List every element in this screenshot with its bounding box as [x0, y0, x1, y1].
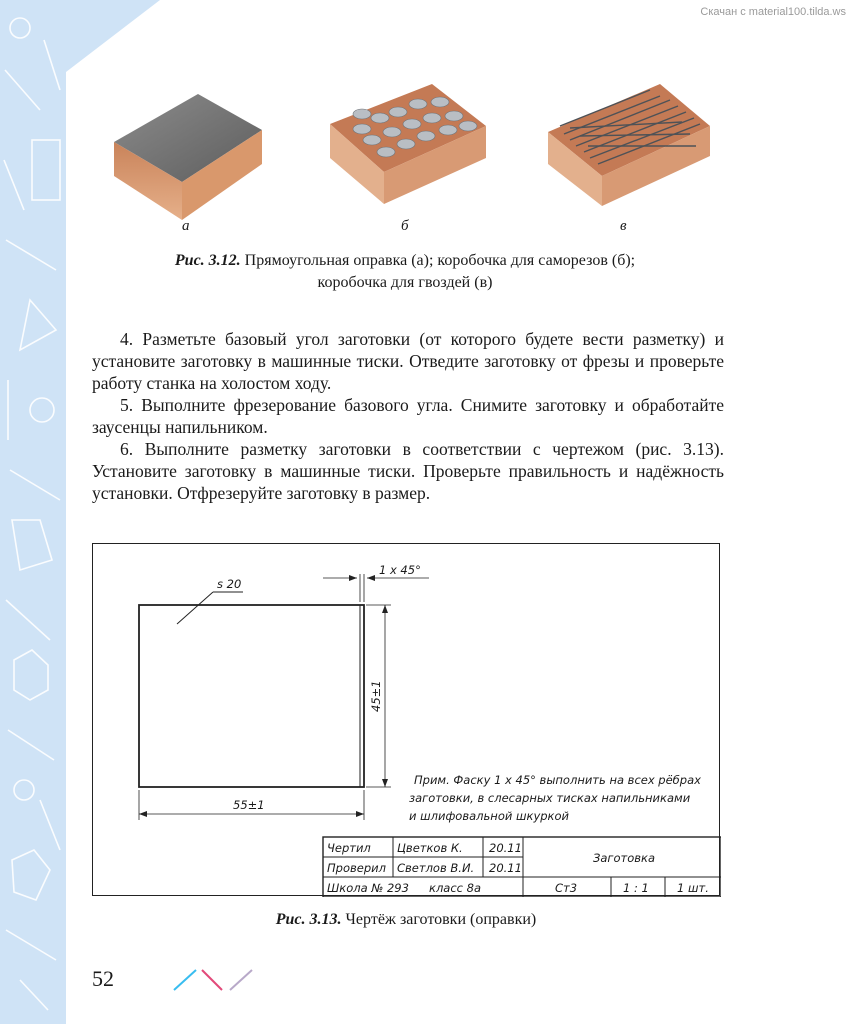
tb-drew-label: Чертил	[327, 841, 371, 855]
step-4: 4. Разметьте базовый угол заготовки (от которого будете вести разметку) и установите заготовку в машинные тиски. Отведите заготовку от фрезы и проверьте работу станка на холостом ходу.	[92, 329, 724, 393]
figure-3-12-line2: коробочка для гвоздей (в)	[317, 274, 493, 291]
figure-3-12-label: Рис. 3.12.	[174, 252, 241, 269]
height-dim-label: 45±1	[369, 680, 383, 712]
photo-label-a: а	[182, 218, 190, 234]
tb-material: Ст3	[555, 881, 578, 895]
note-line-1: Прим. Фаску 1 x 45° выполнить на всех рёбрах	[414, 773, 701, 787]
tb-checked-label: Проверил	[327, 861, 386, 875]
screw-box-photo	[322, 74, 492, 214]
figure-3-13-text: Чертёж заготовки (оправки)	[341, 911, 537, 928]
margin-pattern-icon	[0, 0, 66, 1024]
tb-scale: 1 : 1	[623, 881, 649, 895]
decorative-slashes-icon	[172, 968, 262, 994]
instruction-steps	[92, 328, 724, 504]
thickness-label: s 20	[217, 577, 242, 591]
watermark: Скачан с material100.tilda.ws	[700, 6, 846, 18]
steel-block-photo	[108, 72, 268, 222]
tb-checked-date: 20.11	[489, 861, 522, 875]
photo-label-b: б	[401, 218, 409, 234]
figure-3-13-caption	[92, 911, 720, 929]
step-5: 5. Выполните фрезерование базового угла. Снимите заготовку и обработайте заусенцы напильником.	[92, 395, 724, 437]
step-6: 6. Выполните разметку заготовки в соответствии с чертежом (рис. 3.13). Установите заготовку в машинные тиски. Проверьте правильность и надёжность установки. Отфрезеруйте заготовку в размер.	[92, 439, 724, 503]
nail-box-photo	[540, 76, 716, 216]
note-line-3: и шлифовальной шкуркой	[409, 809, 570, 823]
page-number: 52	[92, 966, 114, 991]
figure-3-12-line1: Прямоугольная оправка (а); коробочка для саморезов (б);	[240, 252, 636, 269]
width-dim-label: 55±1	[233, 798, 265, 812]
figure-3-13-label: Рис. 3.13.	[275, 911, 342, 928]
figure-3-12-caption	[90, 250, 720, 294]
tb-part-name: Заготовка	[593, 851, 656, 865]
tb-drew-name: Цветков К.	[397, 841, 463, 855]
tb-checked-name: Светлов В.И.	[397, 861, 475, 875]
tb-quantity: 1 шт.	[677, 881, 709, 895]
tb-class: класс 8а	[429, 881, 482, 895]
note-line-2: заготовки, в слесарных тисках напильниками	[409, 791, 691, 805]
drawing-canvas	[93, 544, 721, 897]
technical-drawing	[92, 543, 720, 896]
tb-drew-date: 20.11	[489, 841, 522, 855]
chamfer-label: 1 x 45°	[379, 563, 421, 577]
part-outline	[139, 605, 364, 787]
decorative-margin-strip	[0, 0, 66, 1024]
photo-label-v: в	[620, 218, 627, 234]
tb-school: Школа № 293	[327, 881, 409, 895]
